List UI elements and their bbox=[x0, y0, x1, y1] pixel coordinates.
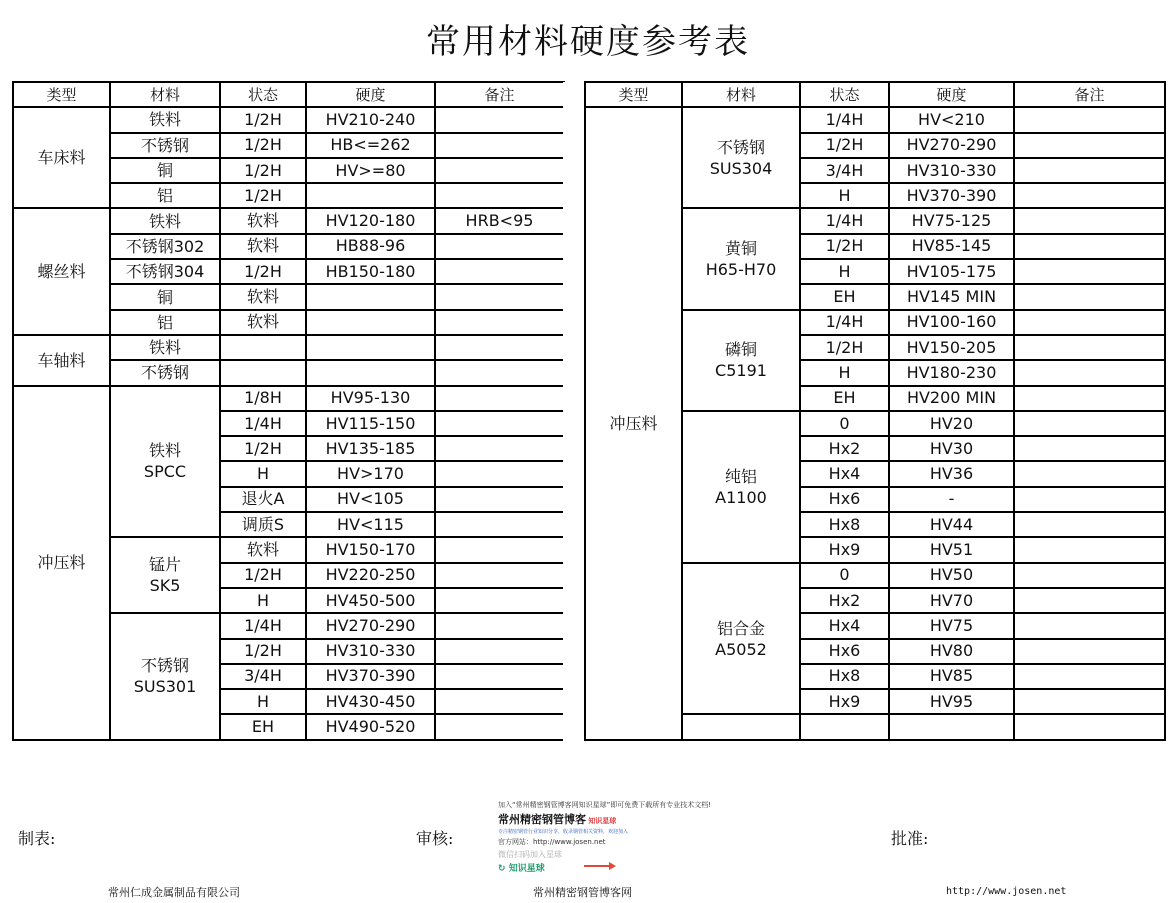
state-cell: 软料 bbox=[220, 310, 306, 335]
state-cell: 1/2H bbox=[800, 133, 889, 158]
material-name: 纯铝 bbox=[724, 466, 757, 486]
hardness-cell: HV>=80 bbox=[306, 158, 435, 183]
state-cell: H bbox=[800, 259, 889, 284]
remark-cell bbox=[435, 487, 564, 512]
remark-cell bbox=[435, 588, 564, 613]
state-cell: EH bbox=[800, 284, 889, 309]
state-cell: 1/2H bbox=[220, 183, 306, 208]
hardness-cell bbox=[306, 335, 435, 360]
hardness-cell: - bbox=[889, 487, 1014, 512]
remark-cell bbox=[435, 563, 564, 588]
hardness-cell: HV51 bbox=[889, 537, 1014, 562]
material-name: 铁料 bbox=[148, 338, 181, 358]
remark-cell bbox=[1014, 335, 1165, 360]
state-cell: 1/4H bbox=[800, 208, 889, 233]
hardness-cell: HV>170 bbox=[306, 461, 435, 486]
promo-brand[interactable] bbox=[498, 861, 545, 874]
state-cell: H bbox=[800, 360, 889, 385]
remark-cell bbox=[435, 639, 564, 664]
hardness-cell: HV100-160 bbox=[889, 310, 1014, 335]
right-hardness-table bbox=[584, 81, 1166, 741]
state-cell: 1/2H bbox=[220, 259, 306, 284]
material-code: SPCC bbox=[143, 462, 187, 482]
arrow-right-icon bbox=[584, 865, 610, 867]
header-material: 材料 bbox=[110, 82, 220, 107]
state-cell: 1/8H bbox=[220, 386, 306, 411]
state-cell: 1/4H bbox=[220, 411, 306, 436]
remark-cell bbox=[1014, 234, 1165, 259]
header-type: 类型 bbox=[585, 82, 682, 107]
remark-cell bbox=[435, 183, 564, 208]
material-name: 铁料 bbox=[148, 211, 181, 231]
remark-cell bbox=[435, 234, 564, 259]
remark-cell bbox=[435, 613, 564, 638]
state-cell: Hx6 bbox=[800, 639, 889, 664]
remark-cell bbox=[1014, 386, 1165, 411]
material-name: 铁料 bbox=[148, 441, 181, 461]
hardness-cell: HB150-180 bbox=[306, 259, 435, 284]
remark-cell bbox=[435, 158, 564, 183]
material-cell bbox=[110, 107, 220, 132]
hardness-cell: HV145 MIN bbox=[889, 284, 1014, 309]
material-name: 铜 bbox=[156, 161, 173, 181]
empty-cell bbox=[682, 714, 800, 739]
material-name: 不锈钢304 bbox=[125, 262, 205, 282]
material-cell bbox=[110, 537, 220, 613]
remark-cell bbox=[1014, 284, 1165, 309]
material-cell bbox=[682, 411, 800, 563]
empty-cell bbox=[1014, 714, 1165, 739]
material-name: 黄铜 bbox=[724, 239, 757, 259]
hardness-cell: HV490-520 bbox=[306, 714, 435, 739]
hardness-cell: HB<=262 bbox=[306, 133, 435, 158]
promo-line: 加入“常州精密钢管博客网知识星球”即可免费下载所有专业技术文档! bbox=[498, 801, 712, 809]
header-remark: 备注 bbox=[435, 82, 564, 107]
state-cell: H bbox=[800, 183, 889, 208]
promo-description: 专注精密钢管行业知识分享，收录钢管相关资料，欢迎加入 bbox=[498, 829, 629, 835]
hardness-cell: HV220-250 bbox=[306, 563, 435, 588]
remark-cell bbox=[1014, 360, 1165, 385]
hardness-cell: HV<105 bbox=[306, 487, 435, 512]
state-cell: 软料 bbox=[220, 537, 306, 562]
remark-cell bbox=[1014, 133, 1165, 158]
material-cell bbox=[682, 563, 800, 715]
remark-cell bbox=[435, 664, 564, 689]
remark-cell bbox=[1014, 183, 1165, 208]
state-cell: 1/2H bbox=[800, 234, 889, 259]
header-type: 类型 bbox=[13, 82, 110, 107]
material-name: 铝 bbox=[156, 186, 173, 206]
material-name: 铜 bbox=[156, 287, 173, 307]
material-cell bbox=[682, 310, 800, 411]
hardness-cell: HV210-240 bbox=[306, 107, 435, 132]
remark-cell bbox=[1014, 259, 1165, 284]
header-row bbox=[13, 82, 564, 107]
state-cell: Hx4 bbox=[800, 461, 889, 486]
remark-cell bbox=[1014, 107, 1165, 132]
header-material: 材料 bbox=[682, 82, 800, 107]
state-cell: 0 bbox=[800, 563, 889, 588]
hardness-cell: HV310-330 bbox=[889, 158, 1014, 183]
material-cell bbox=[110, 386, 220, 538]
hardness-cell: HV150-205 bbox=[889, 335, 1014, 360]
state-cell bbox=[220, 360, 306, 385]
state-cell: 1/4H bbox=[220, 613, 306, 638]
remark-cell bbox=[1014, 158, 1165, 183]
state-cell: 1/2H bbox=[800, 335, 889, 360]
remark-cell bbox=[435, 310, 564, 335]
hardness-cell bbox=[306, 310, 435, 335]
footer-url[interactable]: http://www.josen.net bbox=[946, 886, 1067, 897]
material-cell bbox=[110, 335, 220, 360]
hardness-cell: HV115-150 bbox=[306, 411, 435, 436]
footer-site-name: 常州精密钢管博客网 bbox=[533, 886, 632, 899]
state-cell: 1/4H bbox=[800, 107, 889, 132]
header-remark: 备注 bbox=[1014, 82, 1165, 107]
remark-cell bbox=[1014, 436, 1165, 461]
state-cell: 1/2H bbox=[220, 639, 306, 664]
remark-cell bbox=[1014, 461, 1165, 486]
promo-brand-label: 知识星球 bbox=[508, 864, 545, 874]
remark-cell bbox=[435, 133, 564, 158]
material-name: 不锈钢 bbox=[716, 137, 765, 157]
material-cell bbox=[110, 158, 220, 183]
hardness-cell: HV270-290 bbox=[889, 133, 1014, 158]
state-cell: 1/4H bbox=[800, 310, 889, 335]
state-cell: 3/4H bbox=[800, 158, 889, 183]
remark-cell: HRB<95 bbox=[435, 208, 564, 233]
material-code: A5052 bbox=[715, 639, 767, 659]
hardness-cell: HV450-500 bbox=[306, 588, 435, 613]
material-cell bbox=[682, 208, 800, 309]
remark-cell bbox=[1014, 512, 1165, 537]
remark-cell bbox=[435, 512, 564, 537]
state-cell: 1/2H bbox=[220, 436, 306, 461]
header-state: 状态 bbox=[800, 82, 889, 107]
hardness-cell: HV270-290 bbox=[306, 613, 435, 638]
hardness-cell: HV50 bbox=[889, 563, 1014, 588]
hardness-cell bbox=[306, 183, 435, 208]
type-cell: 车床料 bbox=[13, 107, 110, 208]
remark-cell bbox=[1014, 639, 1165, 664]
remark-cell bbox=[435, 537, 564, 562]
material-cell bbox=[110, 133, 220, 158]
state-cell: H bbox=[220, 461, 306, 486]
state-cell: Hx9 bbox=[800, 689, 889, 714]
hardness-cell: HB88-96 bbox=[306, 234, 435, 259]
state-cell: Hx8 bbox=[800, 664, 889, 689]
hardness-cell: HV80 bbox=[889, 639, 1014, 664]
hardness-cell: HV150-170 bbox=[306, 537, 435, 562]
promo-banner bbox=[492, 797, 722, 879]
hardness-cell: HV70 bbox=[889, 588, 1014, 613]
hardness-cell: HV430-450 bbox=[306, 689, 435, 714]
state-cell: H bbox=[220, 689, 306, 714]
material-code: SK5 bbox=[149, 576, 181, 596]
promo-website: 官方网站：http://www.josen.net bbox=[498, 838, 606, 846]
material-code: SUS304 bbox=[709, 158, 773, 178]
state-cell: 软料 bbox=[220, 234, 306, 259]
promo-scan-hint: 微信扫码加入星球 bbox=[498, 850, 562, 859]
hardness-cell bbox=[306, 360, 435, 385]
reviewed-by-label: 审核: bbox=[416, 829, 454, 848]
hardness-cell: HV36 bbox=[889, 461, 1014, 486]
state-cell: EH bbox=[220, 714, 306, 739]
remark-cell bbox=[1014, 664, 1165, 689]
material-cell bbox=[682, 107, 800, 208]
header-hardness: 硬度 bbox=[306, 82, 435, 107]
table-gap bbox=[563, 82, 584, 792]
table-row bbox=[13, 208, 564, 233]
state-cell: Hx8 bbox=[800, 512, 889, 537]
material-name: 磷铜 bbox=[724, 340, 757, 360]
state-cell: Hx6 bbox=[800, 487, 889, 512]
refresh-icon: ↻ bbox=[498, 864, 506, 874]
hardness-cell: HV75-125 bbox=[889, 208, 1014, 233]
table-row bbox=[13, 107, 564, 132]
remark-cell bbox=[1014, 208, 1165, 233]
hardness-cell: HV85-145 bbox=[889, 234, 1014, 259]
remark-cell bbox=[435, 689, 564, 714]
state-cell: Hx9 bbox=[800, 537, 889, 562]
material-cell bbox=[110, 259, 220, 284]
promo-name: 常州精密钢管博客 bbox=[498, 813, 586, 826]
hardness-cell: HV105-175 bbox=[889, 259, 1014, 284]
remark-cell bbox=[1014, 537, 1165, 562]
left-hardness-table bbox=[12, 81, 565, 741]
empty-cell bbox=[800, 714, 889, 739]
remark-cell bbox=[435, 411, 564, 436]
state-cell: 软料 bbox=[220, 284, 306, 309]
state-cell: Hx2 bbox=[800, 588, 889, 613]
type-cell: 冲压料 bbox=[585, 107, 682, 739]
material-name: 不锈钢 bbox=[140, 656, 189, 676]
hardness-cell: HV370-390 bbox=[889, 183, 1014, 208]
remark-cell bbox=[435, 107, 564, 132]
state-cell: 0 bbox=[800, 411, 889, 436]
remark-cell bbox=[435, 335, 564, 360]
material-cell bbox=[110, 310, 220, 335]
hardness-cell: HV<210 bbox=[889, 107, 1014, 132]
remark-cell bbox=[435, 386, 564, 411]
remark-cell bbox=[1014, 310, 1165, 335]
table-row bbox=[13, 335, 564, 360]
material-code: C5191 bbox=[715, 361, 767, 381]
state-cell: 软料 bbox=[220, 208, 306, 233]
remark-cell bbox=[435, 284, 564, 309]
footer-company: 常州仁成金属制品有限公司 bbox=[108, 886, 240, 899]
hardness-cell: HV310-330 bbox=[306, 639, 435, 664]
empty-cell bbox=[889, 714, 1014, 739]
material-code: H65-H70 bbox=[705, 260, 777, 280]
type-cell: 车轴料 bbox=[13, 335, 110, 386]
hardness-cell: HV370-390 bbox=[306, 664, 435, 689]
material-name: 铝合金 bbox=[716, 618, 765, 638]
state-cell: 1/2H bbox=[220, 563, 306, 588]
state-cell: 调质S bbox=[220, 512, 306, 537]
type-cell: 冲压料 bbox=[13, 386, 110, 740]
hardness-cell: HV20 bbox=[889, 411, 1014, 436]
material-name: 不锈钢 bbox=[140, 363, 189, 383]
material-name: 铝 bbox=[156, 312, 173, 332]
material-name: 不锈钢302 bbox=[125, 236, 205, 256]
material-cell bbox=[110, 234, 220, 259]
material-cell bbox=[110, 183, 220, 208]
header-state: 状态 bbox=[220, 82, 306, 107]
table-row bbox=[13, 386, 564, 411]
material-cell bbox=[110, 284, 220, 309]
remark-cell bbox=[435, 436, 564, 461]
hardness-cell: HV30 bbox=[889, 436, 1014, 461]
hardness-cell: HV200 MIN bbox=[889, 386, 1014, 411]
remark-cell bbox=[1014, 563, 1165, 588]
hardness-cell: HV120-180 bbox=[306, 208, 435, 233]
material-name: 铁料 bbox=[148, 110, 181, 130]
state-cell: 退火A bbox=[220, 487, 306, 512]
remark-cell bbox=[435, 360, 564, 385]
page-title: 常用材料硬度参考表 bbox=[426, 22, 750, 62]
state-cell: 1/2H bbox=[220, 107, 306, 132]
remark-cell bbox=[435, 259, 564, 284]
material-cell bbox=[110, 360, 220, 385]
approved-by-label: 批准: bbox=[891, 829, 929, 848]
remark-cell bbox=[1014, 613, 1165, 638]
state-cell: Hx2 bbox=[800, 436, 889, 461]
state-cell: Hx4 bbox=[800, 613, 889, 638]
state-cell: 3/4H bbox=[220, 664, 306, 689]
hardness-cell: HV95 bbox=[889, 689, 1014, 714]
remark-cell bbox=[1014, 588, 1165, 613]
hardness-cell: HV135-185 bbox=[306, 436, 435, 461]
hardness-cell: HV75 bbox=[889, 613, 1014, 638]
hardness-cell: HV44 bbox=[889, 512, 1014, 537]
header-hardness: 硬度 bbox=[889, 82, 1014, 107]
remark-cell bbox=[435, 714, 564, 739]
state-cell: H bbox=[220, 588, 306, 613]
material-code: SUS301 bbox=[133, 677, 197, 697]
state-cell: 1/2H bbox=[220, 133, 306, 158]
material-name: 锰片 bbox=[148, 555, 181, 575]
made-by-label: 制表: bbox=[18, 829, 56, 848]
promo-tag: 知识星球 bbox=[588, 817, 617, 825]
hardness-cell: HV85 bbox=[889, 664, 1014, 689]
remark-cell bbox=[1014, 411, 1165, 436]
remark-cell bbox=[1014, 487, 1165, 512]
state-cell: EH bbox=[800, 386, 889, 411]
material-cell bbox=[110, 613, 220, 739]
header-row bbox=[585, 82, 1165, 107]
hardness-cell bbox=[306, 284, 435, 309]
hardness-cell: HV95-130 bbox=[306, 386, 435, 411]
table-row bbox=[585, 107, 1165, 132]
hardness-cell: HV180-230 bbox=[889, 360, 1014, 385]
remark-cell bbox=[1014, 689, 1165, 714]
state-cell: 1/2H bbox=[220, 158, 306, 183]
material-code: A1100 bbox=[715, 487, 767, 507]
remark-cell bbox=[435, 461, 564, 486]
material-name: 不锈钢 bbox=[140, 135, 189, 155]
material-cell bbox=[110, 208, 220, 233]
state-cell bbox=[220, 335, 306, 360]
type-cell: 螺丝料 bbox=[13, 208, 110, 334]
hardness-cell: HV<115 bbox=[306, 512, 435, 537]
